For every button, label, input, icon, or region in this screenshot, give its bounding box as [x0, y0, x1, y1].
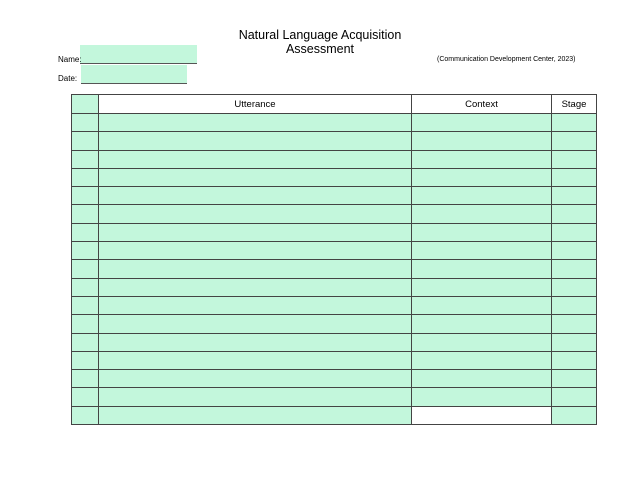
- cell-utterance[interactable]: [99, 333, 412, 351]
- cell-utterance[interactable]: [99, 223, 412, 241]
- table-row: [72, 260, 597, 278]
- cell-context[interactable]: [412, 187, 552, 205]
- cell-stage[interactable]: [552, 315, 597, 333]
- cell-number[interactable]: [72, 187, 99, 205]
- table-row: [72, 315, 597, 333]
- cell-context[interactable]: [412, 370, 552, 388]
- cell-utterance[interactable]: [99, 370, 412, 388]
- cell-context[interactable]: [412, 132, 552, 150]
- cell-utterance[interactable]: [99, 278, 412, 296]
- table-row: [72, 406, 597, 424]
- cell-context[interactable]: [412, 351, 552, 369]
- date-field[interactable]: [81, 65, 187, 84]
- cell-utterance[interactable]: [99, 168, 412, 186]
- header-stage: Stage: [552, 95, 597, 114]
- cell-context[interactable]: [412, 278, 552, 296]
- cell-context[interactable]: [412, 150, 552, 168]
- header-utterance: Utterance: [99, 95, 412, 114]
- cell-stage[interactable]: [552, 223, 597, 241]
- assessment-table: [71, 94, 597, 425]
- cell-number[interactable]: [72, 260, 99, 278]
- cell-number[interactable]: [72, 132, 99, 150]
- cell-utterance[interactable]: [99, 260, 412, 278]
- cell-number[interactable]: [72, 406, 99, 424]
- table-row: [72, 205, 597, 223]
- cell-utterance[interactable]: [99, 388, 412, 406]
- cell-stage[interactable]: [552, 168, 597, 186]
- table-row: [72, 242, 597, 260]
- cell-stage[interactable]: [552, 388, 597, 406]
- table-row: [72, 388, 597, 406]
- title-line-2: Assessment: [285, 41, 355, 56]
- cell-number[interactable]: [72, 333, 99, 351]
- cell-context[interactable]: [412, 242, 552, 260]
- cell-stage[interactable]: [552, 132, 597, 150]
- cell-context[interactable]: [412, 406, 552, 424]
- cell-utterance[interactable]: [99, 150, 412, 168]
- cell-stage[interactable]: [552, 351, 597, 369]
- cell-number[interactable]: [72, 150, 99, 168]
- table-row: [72, 187, 597, 205]
- table-row: [72, 333, 597, 351]
- cell-context[interactable]: [412, 260, 552, 278]
- cell-number[interactable]: [72, 315, 99, 333]
- table-row: [72, 223, 597, 241]
- cell-stage[interactable]: [552, 242, 597, 260]
- name-field[interactable]: [80, 45, 197, 64]
- cell-utterance[interactable]: [99, 187, 412, 205]
- cell-number[interactable]: [72, 278, 99, 296]
- table-row: [72, 150, 597, 168]
- cell-utterance[interactable]: [99, 242, 412, 260]
- cell-stage[interactable]: [552, 370, 597, 388]
- cell-number[interactable]: [72, 370, 99, 388]
- cell-number[interactable]: [72, 351, 99, 369]
- table-row: [72, 278, 597, 296]
- table-row: [72, 168, 597, 186]
- cell-utterance[interactable]: [99, 114, 412, 132]
- cell-stage[interactable]: [552, 296, 597, 314]
- date-label: Date:: [58, 74, 78, 83]
- cell-number[interactable]: [72, 114, 99, 132]
- title-line-1: Natural Language Acquisition: [238, 28, 402, 42]
- table-row: [72, 296, 597, 314]
- cell-stage[interactable]: [552, 187, 597, 205]
- citation: (Communication Development Center, 2023): [437, 56, 576, 63]
- table-row: [72, 132, 597, 150]
- table-row: [72, 114, 597, 132]
- table-body: [72, 114, 597, 425]
- cell-stage[interactable]: [552, 114, 597, 132]
- cell-stage[interactable]: [552, 406, 597, 424]
- cell-number[interactable]: [72, 205, 99, 223]
- header-number: [72, 95, 99, 114]
- cell-stage[interactable]: [552, 333, 597, 351]
- table-row: [72, 351, 597, 369]
- cell-stage[interactable]: [552, 260, 597, 278]
- cell-stage[interactable]: [552, 205, 597, 223]
- cell-context[interactable]: [412, 205, 552, 223]
- cell-context[interactable]: [412, 315, 552, 333]
- cell-number[interactable]: [72, 388, 99, 406]
- cell-number[interactable]: [72, 296, 99, 314]
- cell-context[interactable]: [412, 168, 552, 186]
- cell-context[interactable]: [412, 223, 552, 241]
- cell-stage[interactable]: [552, 278, 597, 296]
- cell-number[interactable]: [72, 242, 99, 260]
- cell-utterance[interactable]: [99, 205, 412, 223]
- cell-utterance[interactable]: [99, 132, 412, 150]
- cell-context[interactable]: [412, 296, 552, 314]
- cell-number[interactable]: [72, 168, 99, 186]
- cell-utterance[interactable]: [99, 406, 412, 424]
- cell-context[interactable]: [412, 388, 552, 406]
- cell-utterance[interactable]: [99, 315, 412, 333]
- cell-context[interactable]: [412, 114, 552, 132]
- table-header-row: [72, 95, 597, 114]
- name-label: Name:: [58, 55, 82, 64]
- cell-utterance[interactable]: [99, 351, 412, 369]
- cell-stage[interactable]: [552, 150, 597, 168]
- table-row: [72, 370, 597, 388]
- cell-context[interactable]: [412, 333, 552, 351]
- cell-utterance[interactable]: [99, 296, 412, 314]
- header-context: Context: [412, 95, 552, 114]
- cell-number[interactable]: [72, 223, 99, 241]
